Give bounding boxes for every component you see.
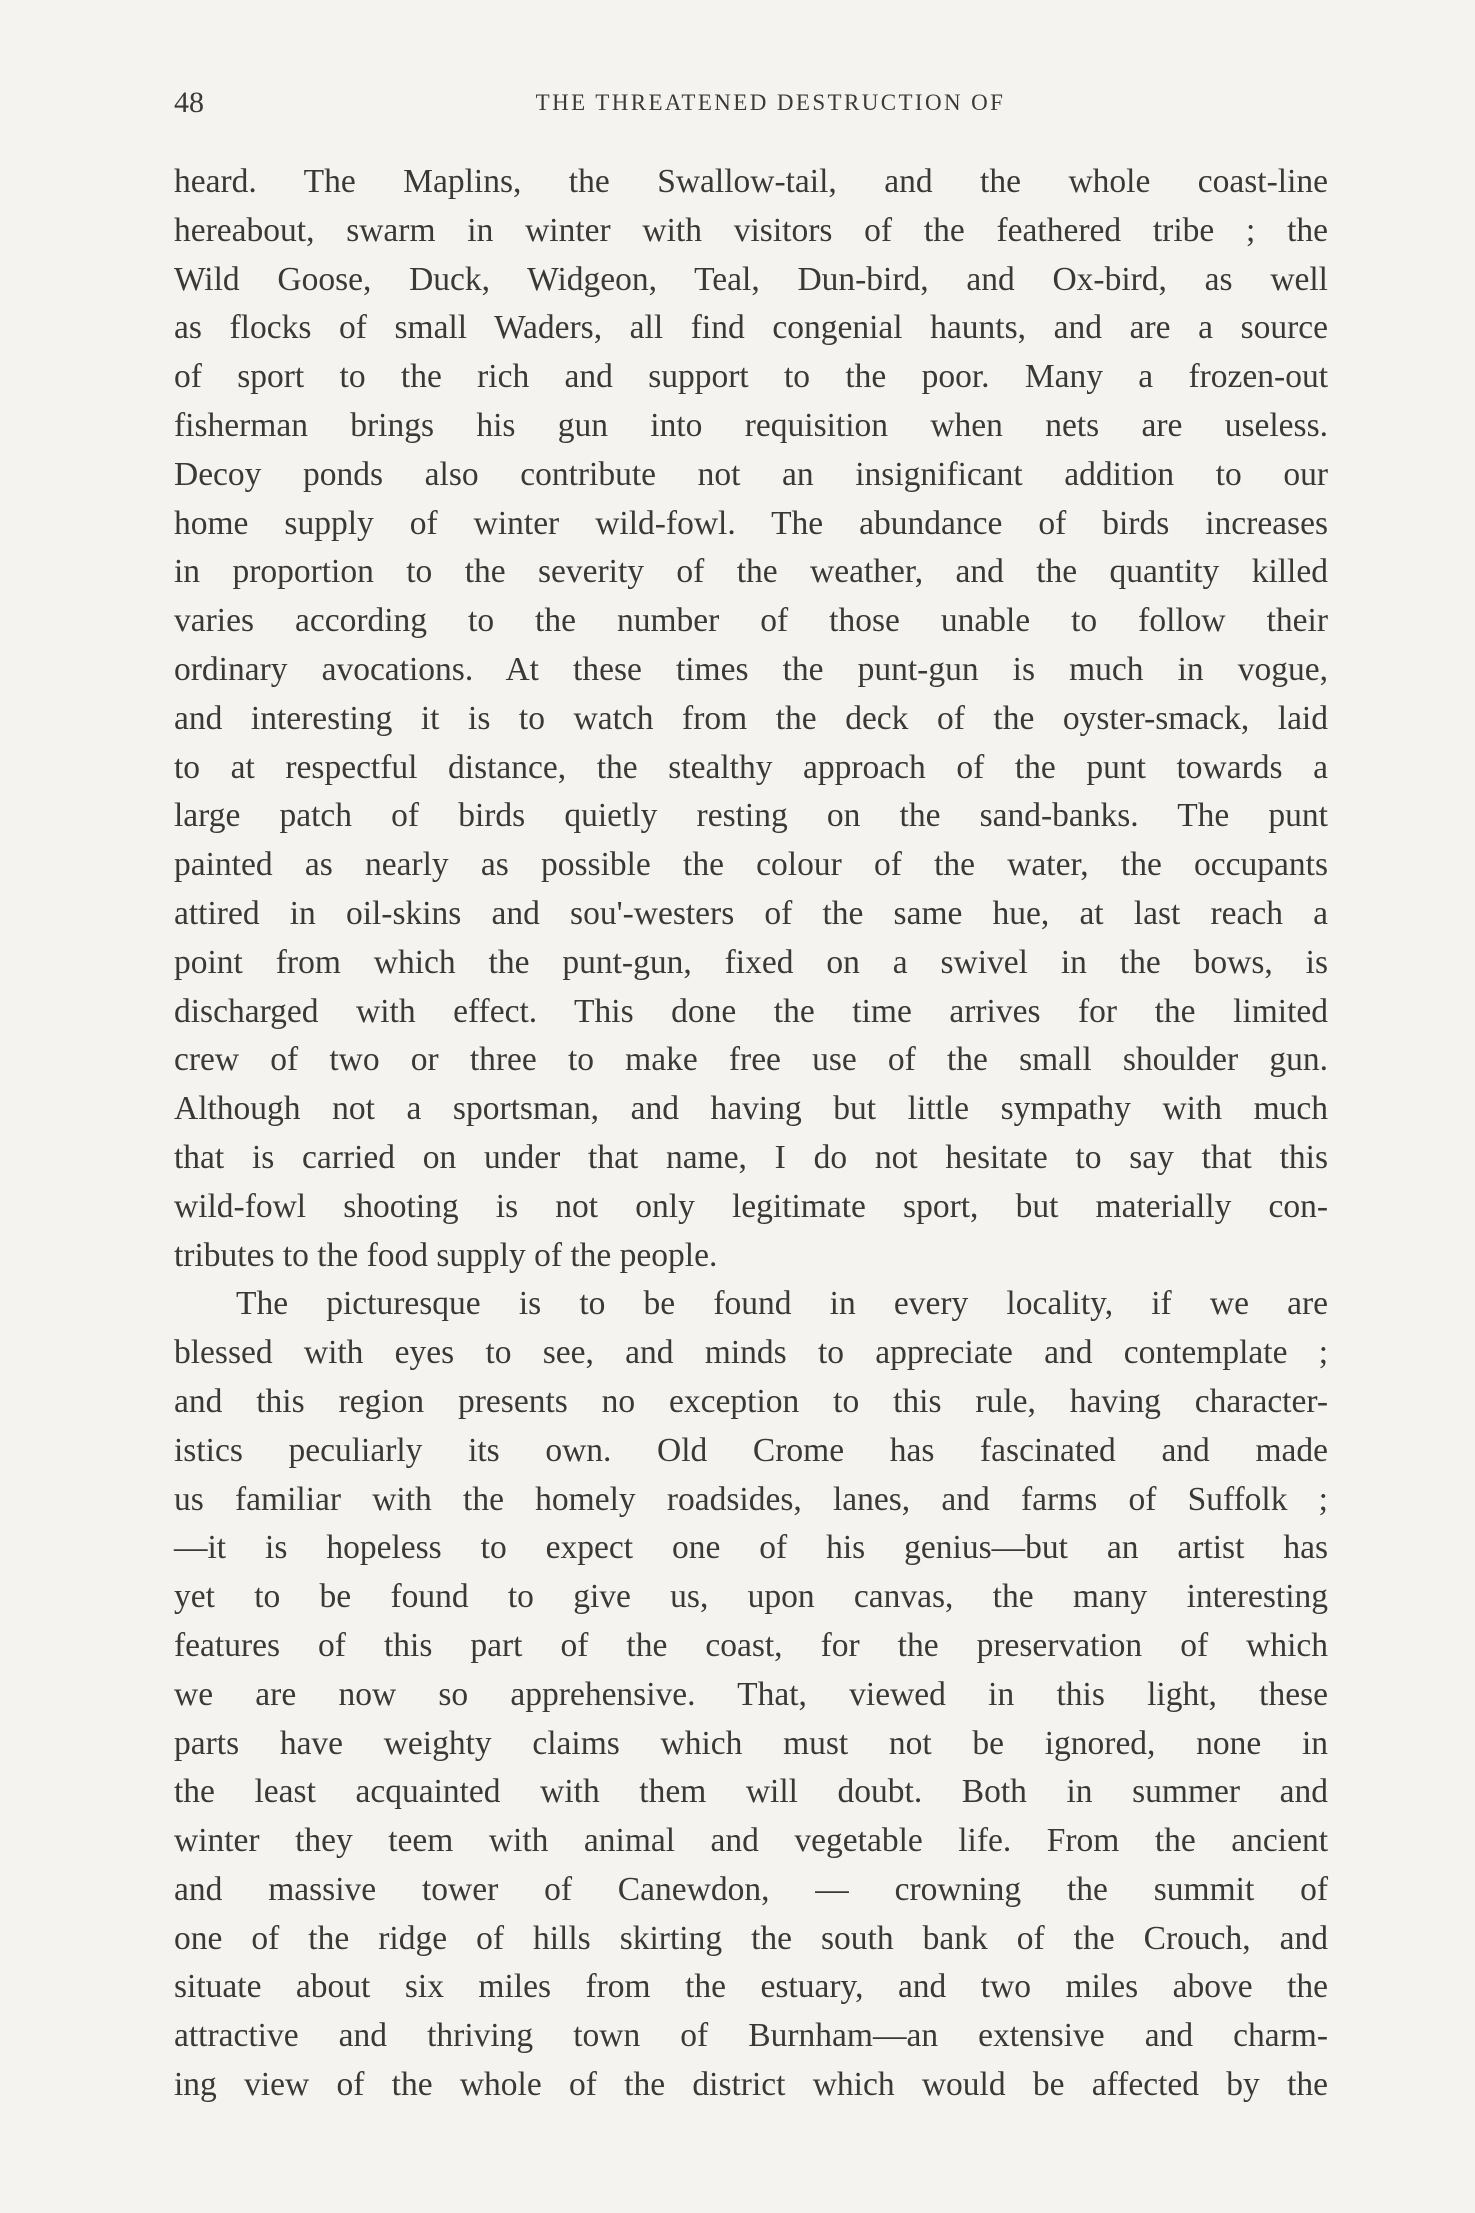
text-line: blessed with eyes to see, and minds to appreciate and contemplate ; (174, 1334, 1328, 1372)
text-line: Decoy ponds also contribute not an insignificant addition to our (174, 455, 1328, 493)
text-line: varies according to the number of those unable to follow their (174, 602, 1328, 640)
paragraph (174, 158, 1328, 1280)
text-line: and interesting it is to watch from the deck of the oyster-smack, laid (174, 699, 1328, 737)
text-line: to at respectful distance, the stealthy approach of the punt towards a (174, 748, 1328, 786)
paragraph (174, 1280, 1328, 2110)
text-line: hereabout, swarm in winter with visitors of the feathered tribe ; the (174, 211, 1328, 249)
text-line: the least acquainted with them will doubt. Both in summer and (174, 1773, 1328, 1811)
text-line: situate about six miles from the estuary, and two miles above the (174, 1968, 1328, 2006)
text-line: heard. The Maplins, the Swallow-tail, and the whole coast-line (174, 163, 1328, 200)
page-header (174, 86, 1327, 126)
running-head: THE THREATENED DESTRUCTION OF (535, 90, 1006, 115)
text-line: that is carried on under that name, I do not hesitate to say that this (174, 1138, 1328, 1176)
text-line: one of the ridge of hills skirting the south bank of the Crouch, and (174, 1919, 1328, 1957)
text-line: Wild Goose, Duck, Widgeon, Teal, Dun-bird, and Ox-bird, as well (174, 260, 1328, 298)
body-text (174, 158, 1328, 2110)
text-line: we are now so apprehensive. That, viewed in this light, these (174, 1675, 1328, 1713)
text-line: of sport to the rich and support to the poor. Many a frozen-out (174, 358, 1328, 396)
text-line: features of this part of the coast, for the preservation of which (174, 1626, 1328, 1664)
text-line: and massive tower of Canewdon, — crowning the summit of (174, 1870, 1328, 1908)
text-line: home supply of winter wild-fowl. The abundance of birds increases (174, 504, 1328, 542)
text-line: attractive and thriving town of Burnham—an extensive and charm- (174, 2017, 1328, 2055)
text-line: ordinary avocations. At these times the punt-gun is much in vogue, (174, 650, 1328, 688)
text-line: in proportion to the severity of the weather, and the quantity killed (174, 553, 1328, 591)
text-line: Although not a sportsman, and having but little sympathy with much (174, 1090, 1328, 1128)
text-line: large patch of birds quietly resting on the sand-banks. The punt (174, 797, 1328, 835)
text-line: crew of two or three to make free use of the small shoulder gun. (174, 1041, 1328, 1079)
text-line: wild-fowl shooting is not only legitimate sport, but materially con- (174, 1187, 1328, 1225)
text-line: tributes to the food supply of the people. (174, 1236, 718, 1274)
text-line: attired in oil-skins and sou'-westers of the same hue, at last reach a (174, 894, 1328, 932)
text-line: The picturesque is to be found in every locality, if we are (236, 1285, 1328, 1323)
text-line: point from which the punt-gun, fixed on a swivel in the bows, is (174, 943, 1328, 981)
text-line: winter they teem with animal and vegetable life. From the ancient (174, 1822, 1328, 1860)
text-line: us familiar with the homely roadsides, lanes, and farms of Suffolk ; (174, 1480, 1328, 1518)
text-line: discharged with effect. This done the time arrives for the limited (174, 992, 1328, 1030)
page-number: 48 (174, 86, 204, 119)
text-line: —it is hopeless to expect one of his genius—but an artist has (174, 1529, 1328, 1567)
text-line: istics peculiarly its own. Old Crome has fascinated and made (174, 1431, 1328, 1469)
text-line: and this region presents no exception to this rule, having character- (174, 1382, 1328, 1420)
text-line: fisherman brings his gun into requisition when nets are useless. (174, 406, 1328, 444)
text-line: parts have weighty claims which must not be ignored, none in (174, 1724, 1328, 1762)
text-line: as flocks of small Waders, all find congenial haunts, and are a source (174, 309, 1328, 347)
text-line: ing view of the whole of the district which would be affected by the (174, 2066, 1328, 2104)
text-line: yet to be found to give us, upon canvas, the many interesting (174, 1578, 1328, 1616)
text-line: painted as nearly as possible the colour of the water, the occupants (174, 846, 1328, 884)
